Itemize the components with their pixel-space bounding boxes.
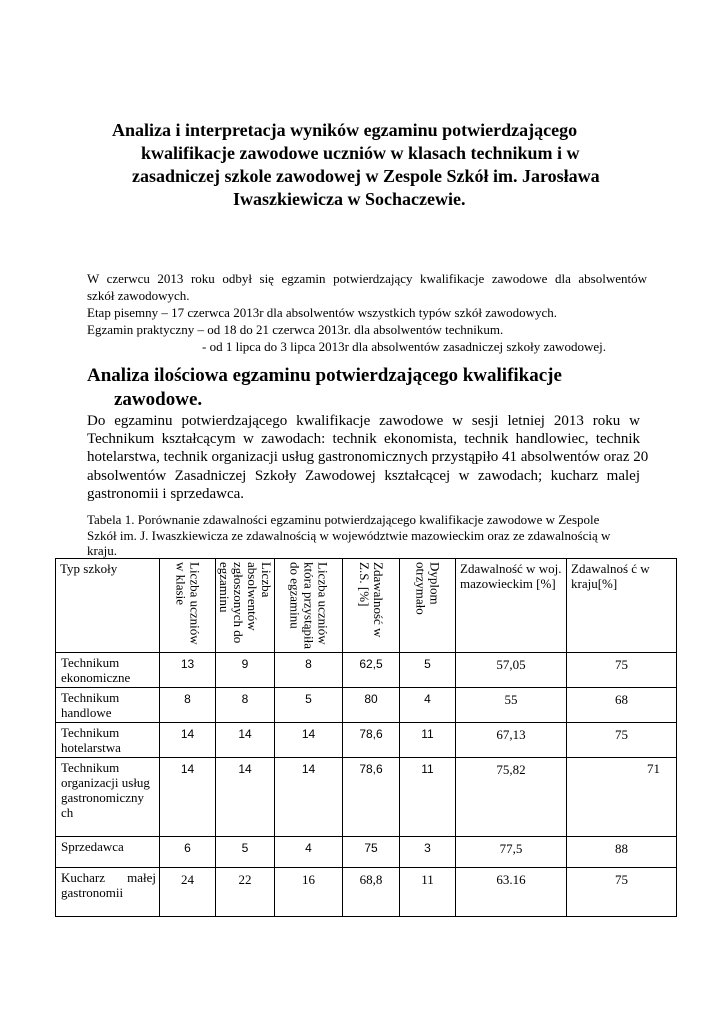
row-pass-school: 68,8 (343, 868, 400, 917)
row-pass-country: 75 (567, 653, 677, 688)
row-students: 14 (160, 723, 216, 758)
row-pass-country: 88 (567, 837, 677, 868)
row-students: 8 (160, 688, 216, 723)
document-title (100, 119, 630, 211)
paragraph-line: Do egzaminu potwierdzającego kwalifikacje zawodowe w sesji letniej 2013 roku w (87, 413, 640, 429)
title-line: zasadniczej szkole zawodowej w Zespole Szkół im. Jarosława (132, 166, 600, 186)
section-heading-line: Analiza ilościowa egzaminu potwierdzającego kwalifikacje (87, 365, 562, 386)
caption-line: kraju. (87, 543, 117, 558)
results-table (55, 558, 677, 917)
row-students: 6 (160, 837, 216, 868)
paragraph-line: Technikum kształcącym w zawodach: technik ekonomista, technik handlowiec, technik (87, 431, 640, 448)
row-registered: 14 (216, 723, 275, 758)
table-row (56, 688, 677, 723)
row-diploma: 3 (400, 837, 456, 868)
row-pass-region: 57,05 (456, 653, 567, 688)
table-row (56, 758, 677, 837)
intro-line: szkół zawodowych. (87, 288, 190, 303)
row-attended: 16 (275, 868, 343, 917)
header-students (160, 559, 216, 653)
row-diploma: 5 (400, 653, 456, 688)
row-diploma: 11 (400, 868, 456, 917)
title-line: Iwaszkiewicza w Sochaczewie. (233, 189, 466, 209)
header-pass-country: Zdawalnoś ć w kraju[%] (567, 559, 677, 653)
caption-line: Tabela 1. Porównanie zdawalności egzaminu potwierdzającego kwalifikacje zawodowe w Zespole (87, 512, 600, 527)
row-pass-country: 68 (567, 688, 677, 723)
section-heading (87, 364, 647, 412)
row-attended: 5 (275, 688, 343, 723)
row-pass-region: 75,82 (456, 758, 567, 837)
section-heading-line: zawodowe. (114, 389, 203, 410)
intro-line: W czerwcu 2013 roku odbył się egzamin potwierdzający kwalifikacje zawodowe dla absolwentów (87, 271, 647, 286)
paragraph-line: gastronomii i sprzedawca. (87, 485, 245, 502)
row-school-name (56, 868, 160, 917)
header-attended (275, 559, 343, 653)
row-diploma: 11 (400, 723, 456, 758)
title-line: Analiza i interpretacja wyników egzaminu potwierdzającego (112, 120, 578, 140)
row-attended: 4 (275, 837, 343, 868)
intro-line: - od 1 lipca do 3 lipca 2013r dla absolwentów zasadniczej szkoły zawodowej. (202, 339, 606, 354)
row-registered: 14 (216, 758, 275, 837)
row-registered: 8 (216, 688, 275, 723)
header-attended-text: Liczba uczniów która przystąpiła do egzaminu (287, 562, 331, 649)
row-attended: 14 (275, 723, 343, 758)
row-pass-country: 75 (567, 723, 677, 758)
row-diploma: 4 (400, 688, 456, 723)
paragraph-line: hotelarstwa, technik organizacji usług gastronomicznych przystąpiło 41 absolwentów oraz 20 (87, 449, 649, 466)
row-pass-country: 71 (567, 758, 677, 837)
header-pass-region: Zdawalność w woj. mazowieckim [%] (456, 559, 567, 653)
row-school-name: Technikum handlowe (56, 688, 160, 723)
header-registered (216, 559, 275, 653)
row-pass-region: 67,13 (456, 723, 567, 758)
row-school-name: Technikum organizacji usług gastronomiczny ch (56, 758, 160, 837)
table-caption (87, 512, 647, 559)
row-pass-region: 55 (456, 688, 567, 723)
header-registered-text: Liczba absolwentów zgłoszonych do egzaminu (217, 562, 274, 644)
header-school-type: Typ szkoły (56, 559, 160, 653)
row-students: 24 (160, 868, 216, 917)
section-paragraph (87, 412, 649, 503)
header-pass-school (343, 559, 400, 653)
row-pass-country: 75 (567, 868, 677, 917)
table-row (56, 723, 677, 758)
intro-line: Etap pisemny – 17 czerwca 2013r dla absolwentów wszystkich typów szkół zawodowych. (87, 305, 558, 320)
row-school-name-text: Kucharz małej gastronomii (61, 870, 156, 900)
row-pass-school: 78,6 (343, 723, 400, 758)
row-students: 13 (160, 653, 216, 688)
table-row (56, 653, 677, 688)
header-students-text: Liczba uczniów w klasie (173, 562, 203, 645)
intro-line: Egzamin praktyczny – od 18 do 21 czerwca 2013r. dla absolwentów technikum. (87, 322, 504, 337)
row-pass-school: 62,5 (343, 653, 400, 688)
row-school-name: Technikum ekonomiczne (56, 653, 160, 688)
row-registered: 22 (216, 868, 275, 917)
header-diploma-text: Dyplom otrzymało (413, 562, 443, 615)
row-students: 14 (160, 758, 216, 837)
row-attended: 14 (275, 758, 343, 837)
paragraph-line: absolwentów Zasadniczej Szkoły Zawodowej kształcącej w zawodach; kucharz malej (87, 467, 640, 484)
row-pass-school: 78,6 (343, 758, 400, 837)
title-line: kwalifikacje zawodowe uczniów w klasach technikum i w (141, 143, 580, 163)
caption-line: Szkół im. J. Iwaszkiewicza ze zdawalnością w województwie mazowieckim oraz ze zdawalnością w (87, 527, 611, 543)
table-row (56, 868, 677, 917)
row-diploma: 11 (400, 758, 456, 837)
row-attended: 8 (275, 653, 343, 688)
row-pass-region: 63.16 (456, 868, 567, 917)
row-pass-school: 75 (343, 837, 400, 868)
row-school-name: Sprzedawca (56, 837, 160, 868)
row-pass-region: 77,5 (456, 837, 567, 868)
row-school-name: Technikum hotelarstwa (56, 723, 160, 758)
intro-paragraph (87, 270, 647, 355)
table-row (56, 837, 677, 868)
header-diploma (400, 559, 456, 653)
header-pass-school-text: Zdawalność w Z.S. [%] (357, 562, 386, 638)
row-registered: 9 (216, 653, 275, 688)
table-header-row (56, 559, 677, 653)
row-pass-school: 80 (343, 688, 400, 723)
row-registered: 5 (216, 837, 275, 868)
